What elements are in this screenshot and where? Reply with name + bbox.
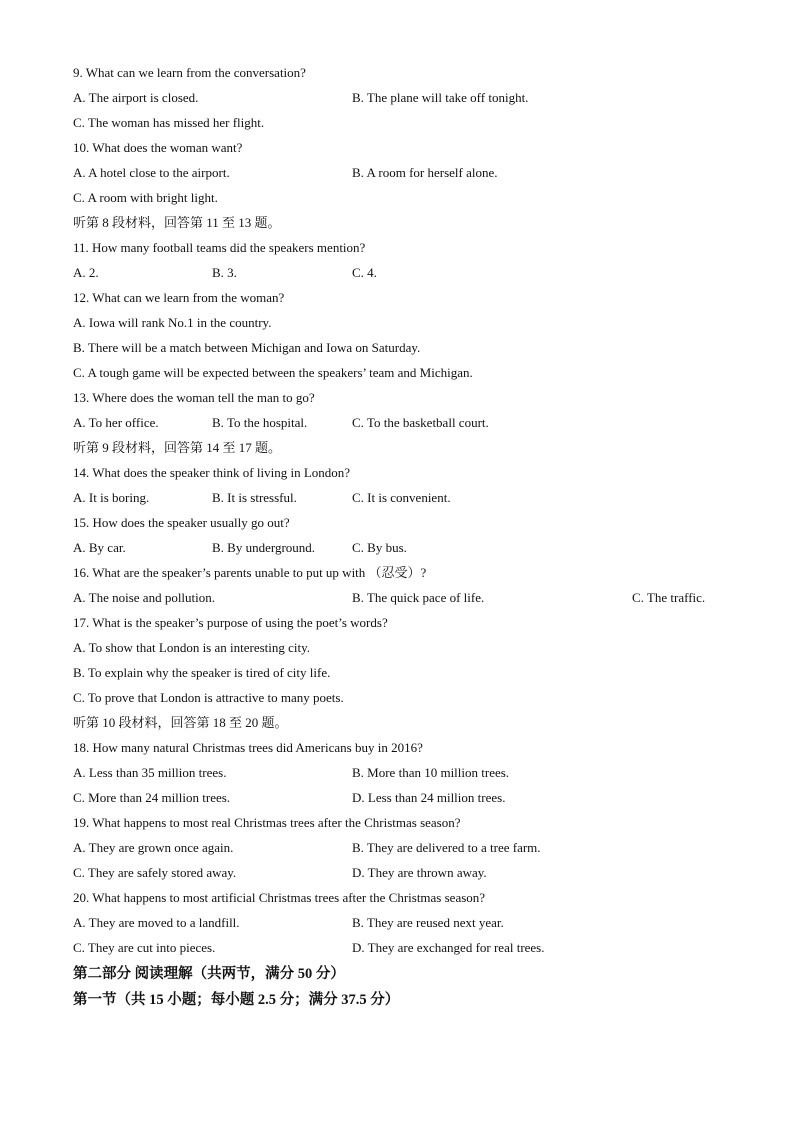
option-row [73, 789, 773, 814]
answer-option: A. 2. [73, 265, 99, 280]
part-heading: 第一节（共 15 小题；每小题 2.5 分；满分 37.5 分） [73, 992, 400, 1008]
answer-option: A. Iowa will rank No.1 in the country. [73, 315, 272, 330]
answer-option: A. Less than 35 million trees. [73, 765, 227, 780]
option-row [73, 414, 773, 439]
answer-option: C. They are safely stored away. [73, 865, 237, 880]
section-instruction: 听第 9 段材料，回答第 14 至 17 题。 [73, 440, 282, 455]
question-text: 16. What are the speaker’s parents unable to put up with （忍受）? [73, 565, 427, 580]
answer-option: D. They are exchanged for real trees. [352, 940, 545, 955]
answer-option: B. More than 10 million trees. [352, 765, 510, 780]
answer-option: A. To her office. [73, 415, 159, 430]
answer-option: C. By bus. [352, 540, 407, 555]
question-text: 12. What can we learn from the woman? [73, 290, 285, 305]
option-row [73, 489, 773, 514]
part-heading: 第二部分 阅读理解（共两节，满分 50 分） [73, 966, 345, 982]
answer-option: B. They are reused next year. [352, 915, 504, 930]
question-text: 10. What does the woman want? [73, 140, 243, 155]
question-text: 17. What is the speaker’s purpose of using the poet’s words? [73, 615, 388, 630]
option-row [73, 164, 773, 189]
answer-option: B. There will be a match between Michigan and Iowa on Saturday. [73, 340, 421, 355]
answer-option: C. To the basketball court. [352, 415, 489, 430]
answer-option: A. The airport is closed. [73, 90, 199, 105]
question-text: 15. How does the speaker usually go out? [73, 515, 290, 530]
answer-option: C. It is convenient. [352, 490, 451, 505]
option-row [73, 864, 773, 889]
answer-option: A. By car. [73, 540, 126, 555]
answer-option: C. 4. [352, 265, 377, 280]
option-row [73, 914, 773, 939]
answer-option: D. Less than 24 million trees. [352, 790, 506, 805]
option-row [73, 539, 773, 564]
answer-option: B. The plane will take off tonight. [352, 90, 529, 105]
question-text: 11. How many football teams did the speakers mention? [73, 240, 366, 255]
question-text: 18. How many natural Christmas trees did Americans buy in 2016? [73, 740, 423, 755]
question-text: 9. What can we learn from the conversation? [73, 65, 306, 80]
question-text: 19. What happens to most real Christmas trees after the Christmas season? [73, 815, 461, 830]
option-row [73, 589, 773, 614]
answer-option: A. They are grown once again. [73, 840, 234, 855]
answer-option: B. A room for herself alone. [352, 165, 498, 180]
answer-option: C. The woman has missed her flight. [73, 115, 265, 130]
question-text: 14. What does the speaker think of living in London? [73, 465, 351, 480]
answer-option: B. They are delivered to a tree farm. [352, 840, 541, 855]
answer-option: B. 3. [212, 265, 237, 280]
answer-option: B. By underground. [212, 540, 316, 555]
answer-option: A. A hotel close to the airport. [73, 165, 230, 180]
answer-option: A. The noise and pollution. [73, 590, 216, 605]
section-instruction: 听第 10 段材料，回答第 18 至 20 题。 [73, 715, 288, 730]
answer-option: B. To the hospital. [212, 415, 308, 430]
option-row [73, 939, 773, 964]
exam-content [73, 64, 773, 1016]
option-row [73, 89, 773, 114]
answer-option: C. To prove that London is attractive to many poets. [73, 690, 344, 705]
answer-option: D. They are thrown away. [352, 865, 487, 880]
option-row [73, 764, 773, 789]
option-row [73, 264, 773, 289]
section-instruction: 听第 8 段材料，回答第 11 至 13 题。 [73, 215, 281, 230]
question-text: 20. What happens to most artificial Christmas trees after the Christmas season? [73, 890, 486, 905]
answer-option: C. A tough game will be expected between the speakers’ team and Michigan. [73, 365, 473, 380]
answer-option: C. They are cut into pieces. [73, 940, 216, 955]
answer-option: C. A room with bright light. [73, 190, 218, 205]
answer-option: A. To show that London is an interesting city. [73, 640, 311, 655]
option-row [73, 839, 773, 864]
answer-option: A. They are moved to a landfill. [73, 915, 240, 930]
answer-option: C. The traffic. [632, 590, 706, 605]
answer-option: C. More than 24 million trees. [73, 790, 231, 805]
answer-option: B. The quick pace of life. [352, 590, 485, 605]
answer-option: A. It is boring. [73, 490, 150, 505]
answer-option: B. It is stressful. [212, 490, 297, 505]
question-text: 13. Where does the woman tell the man to go? [73, 390, 315, 405]
answer-option: B. To explain why the speaker is tired of city life. [73, 665, 331, 680]
